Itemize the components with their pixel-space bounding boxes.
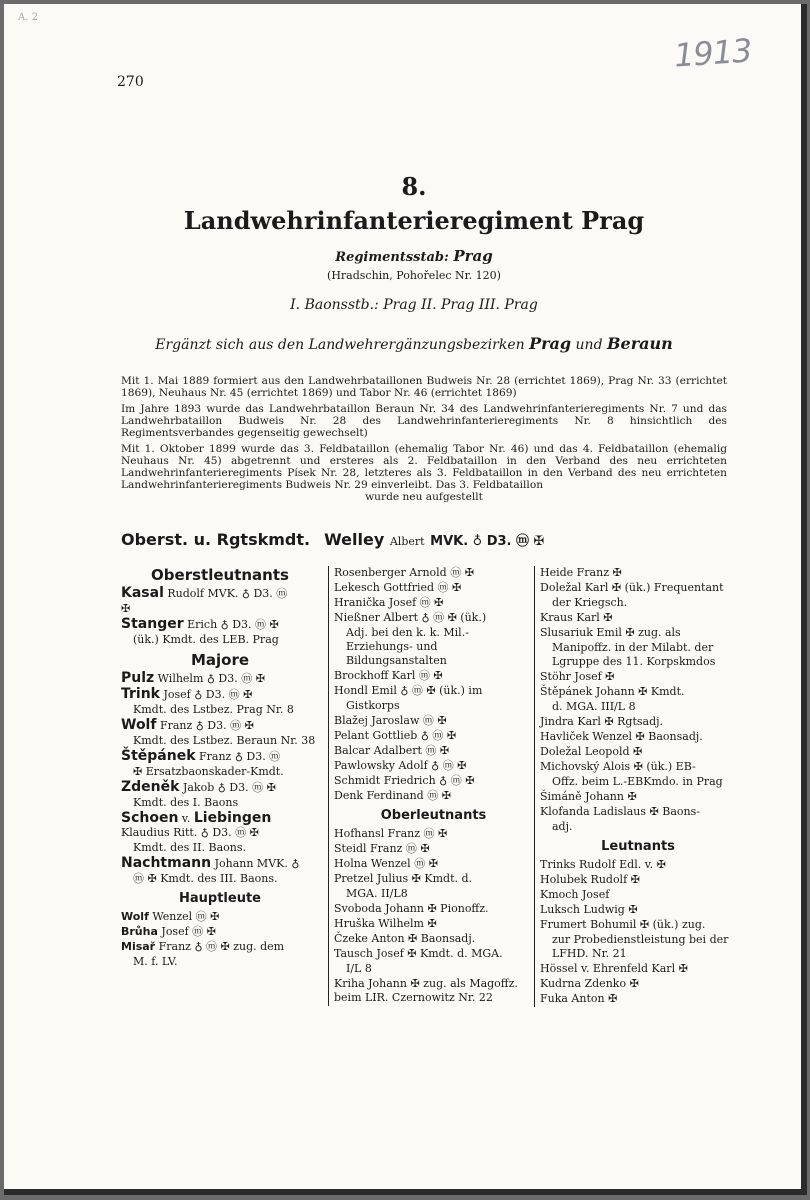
officer-name: Nachtmann (121, 855, 212, 871)
officer-entry (121, 856, 319, 871)
officer-details: Josef ♁ D3. ⓜ ✠ (160, 688, 253, 701)
recruitment-text: Ergänzt sich aus den Landwehrergänzungsbezirken (155, 337, 530, 353)
officer-entry-cont: ✠ Ersatzbaonskader-Kmdt. (133, 765, 284, 778)
officer-entry-cont: I/L 8 (346, 962, 372, 975)
officer-entry: Trinks Rudolf Edl. v. ✠ (540, 858, 666, 871)
officer-entry: Balcar Adalbert ⓜ ✠ (334, 744, 450, 757)
officer-entry: Hruška Wilhelm ✠ (334, 917, 437, 930)
officer-entry: Blažej Jaroslaw ⓜ ✠ (334, 714, 447, 727)
commander-rank: Oberst. u. Rgtskmdt. (121, 530, 311, 549)
officer-entry: Frumert Bohumil ✠ (ük.) zug. (540, 918, 706, 931)
commander-awards: MVK. ♁ D3. ⓜ ✠ (430, 534, 545, 549)
officer-entry (121, 780, 319, 795)
section-majore: Majore (190, 651, 250, 669)
section-leutnants: Leutnants (601, 839, 675, 854)
officer-details: Rudolf MVK. ♁ D3. ⓜ (163, 587, 288, 600)
regiment-number: 8. (401, 172, 427, 201)
officer-entry: Michovský Alois ✠ (ük.) EB- (540, 760, 696, 773)
officer-entry (121, 940, 319, 954)
recruitment-city-2: Beraun (607, 334, 673, 353)
recruitment-city-1: Prag (529, 334, 572, 353)
officer-entry-cont: Kmdt. des II. Baons. (133, 841, 246, 854)
officer-entry: Steidl Franz ⓜ ✠ (334, 842, 430, 855)
officer-entry: Heide Franz ✠ (540, 566, 622, 579)
officer-entry-cont: Kmdt. des I. Baons (133, 796, 239, 809)
officer-details: Josef ⓜ ✠ (157, 925, 216, 938)
officer-entry-cont: adj. (552, 820, 573, 833)
officer-entry: Lekesch Gottfried ⓜ ✠ (334, 581, 462, 594)
officer-name: Trink (121, 686, 160, 702)
officer-name: Kasal (121, 585, 164, 601)
officer-name: Brůha (121, 925, 158, 938)
officer-entry: Štěpánek Johann ✠ Kmdt. (540, 685, 685, 698)
officer-entry: Hondl Emil ♁ ⓜ ✠ (ük.) im (334, 684, 483, 697)
commander-surname: Welley (324, 530, 385, 549)
officer-entry: Nießner Albert ♁ ⓜ ✠ (ük.) (334, 611, 487, 624)
officer-entry-cont: Adj. bei den k. k. Mil.-Erziehungs- und Bildungsanstalten (346, 626, 469, 667)
officer-entry: Pretzel Julius ✠ Kmdt. d. (334, 872, 473, 885)
officer-entry (121, 910, 319, 924)
officer-name: Stanger (121, 616, 184, 632)
officer-entry (121, 617, 319, 632)
officer-details: Wilhelm ♁ D3. ⓜ ✠ (154, 672, 265, 685)
officer-entry: Svoboda Johann ✠ Pionoffz. (334, 902, 489, 915)
staff-city: Prag (453, 247, 493, 265)
officer-entry: Šimáně Johann ✠ (540, 790, 637, 803)
officer-details: Franz ♁ D3. ⓜ ✠ (156, 719, 254, 732)
officer-name: Štěpánek (121, 748, 196, 764)
history-paragraph-end: wurde neu aufgestellt (365, 491, 483, 503)
regiment-commander-line (121, 530, 544, 549)
section-hauptleute: Hauptleute (179, 891, 261, 906)
recruitment-line (114, 334, 714, 353)
officer-details: Franz ♁ D3. ⓜ (195, 750, 281, 763)
officer-entry: Hranička Josef ⓜ ✠ (334, 596, 444, 609)
officer-entry (121, 749, 319, 764)
officer-entry: Fuka Anton ✠ (540, 992, 618, 1005)
handwritten-year-note: 1913 (672, 31, 753, 75)
officer-name: Wolf (121, 717, 157, 733)
officer-entry-cont: M. f. LV. (133, 955, 178, 968)
officer-entry: Kraus Karl ✠ (540, 611, 613, 624)
officer-name: Pulz (121, 670, 155, 686)
officer-entry-cont: Manipoffz. in der Milabt. der Lgruppe des 11. Korpskmdos (552, 641, 716, 668)
officer-entry: Doležal Leopold ✠ (540, 745, 643, 758)
officer-entry: Brockhoff Karl ⓜ ✠ (334, 669, 443, 682)
officer-entry: Holna Wenzel ⓜ ✠ (334, 857, 438, 870)
officer-name: Misař (121, 940, 156, 953)
officer-entry-cont: zur Probedienstleistung bei der LFHD. Nr. 21 (552, 933, 729, 960)
officer-entry: Slusariuk Emil ✠ zug. als (540, 626, 681, 639)
officer-name: Zdeněk (121, 779, 180, 795)
officer-entry: Klofanda Ladislaus ✠ Baons- (540, 805, 700, 818)
section-oberstleutnants: Oberstleutnants (151, 566, 289, 584)
officer-entry-cont: der Kriegsch. (552, 596, 628, 609)
regiment-title: Landwehrinfanterieregiment Prag (183, 206, 645, 235)
officer-name: Wolf (121, 910, 149, 923)
officer-details: Franz ♁ ⓜ ✠ zug. dem (155, 940, 285, 953)
officer-column-2 (328, 566, 533, 1006)
officer-entry: Jindra Karl ✠ Rgtsadj. (540, 715, 664, 728)
section-oberleutnants: Oberleutnants (380, 808, 487, 823)
officer-entry-cont: Kmdt. des Lstbez. Beraun Nr. 38 (133, 734, 316, 747)
officer-entry: Schmidt Friedrich ♁ ⓜ ✠ (334, 774, 475, 787)
officer-entry (121, 925, 319, 939)
officer-details: Klaudius Ritt. ♁ D3. ⓜ ✠ (121, 826, 259, 839)
officer-column-3 (534, 566, 736, 1007)
officer-entry-cont: ✠ (121, 602, 131, 615)
officer-entry: Doležal Karl ✠ (ük.) Frequentant (540, 581, 724, 594)
officer-entry: Kriha Johann ✠ zug. als Magoffz. beim LIR. Czernowitz Nr. 22 (334, 977, 518, 1004)
officer-name: Schoen (121, 810, 179, 826)
officer-entry: Holubek Rudolf ✠ (540, 873, 640, 886)
staff-label: Regimentsstab: (335, 250, 454, 265)
officer-entry: Havliček Wenzel ✠ Baonsadj. (540, 730, 703, 743)
officer-entry-cont: Gistkorps (346, 699, 400, 712)
corner-mark: A. 2 (18, 12, 38, 23)
officer-entry: Kmoch Josef (540, 888, 610, 901)
officer-entry: Pawlowsky Adolf ♁ ⓜ ✠ (334, 759, 467, 772)
officer-entry (121, 687, 319, 702)
officer-details: Johann MVK. ♁ (211, 857, 300, 870)
regiment-history (121, 375, 727, 507)
officer-entry: Denk Ferdinand ⓜ ✠ (334, 789, 451, 802)
officer-entry-cont: (ük.) Kmdt. des LEB. Prag (133, 633, 279, 646)
officer-details: Wenzel ⓜ ✠ (148, 910, 220, 923)
officer-entry (121, 586, 319, 601)
officer-details: Jakob ♁ D3. ⓜ ✠ (179, 781, 276, 794)
officer-entry: Pelant Gottlieb ♁ ⓜ ✠ (334, 729, 457, 742)
scanned-page (4, 4, 807, 1195)
commander-given-name: Albert (389, 535, 425, 548)
officer-entry-cont: Offz. beim L.-EBKmdo. in Prag (552, 775, 723, 788)
regiment-staff-line (114, 247, 714, 265)
officer-entry: Čzeke Anton ✠ Baonsadj. (334, 932, 476, 945)
history-paragraph: Mit 1. Mai 1889 formiert aus den Landwehrbataillonen Budweis Nr. 28 (errichtet 1869), Prag Nr. 33 (errichtet 1869), Neuhaus Nr. 45 (errichtet 1869) und Tabor Nr. 46 (errichtet 1869) (121, 375, 727, 399)
recruitment-and: und (571, 337, 607, 353)
officer-entry-cont: d. MGA. III/L 8 (552, 700, 636, 713)
officer-name: Liebingen (193, 810, 272, 826)
officer-entry (121, 811, 319, 840)
officer-entry (121, 671, 319, 686)
officer-entry: Hofhansl Franz ⓜ ✠ (334, 827, 448, 840)
officer-entry: Stöhr Josef ✠ (540, 670, 615, 683)
officer-entry: Hössel v. Ehrenfeld Karl ✠ (540, 962, 688, 975)
officer-entry (121, 718, 319, 733)
history-paragraph: Im Jahre 1893 wurde das Landwehrbataillon Beraun Nr. 34 des Landwehrinfanterieregiments Nr. 7 und das Landwehrbataillon Budweis Nr. 28 des Landwehrinfanterieregiments Nr. 8 hinsichtlich des Regimentsverbandes gegenseitig gewechselt) (121, 403, 727, 439)
officer-column-1 (121, 566, 319, 970)
staff-address: (Hradschin, Pohořelec Nr. 120) (327, 269, 501, 282)
officer-entry-cont: Kmdt. des Lstbez. Prag Nr. 8 (133, 703, 294, 716)
officer-entry: Kudrna Zdenko ✠ (540, 977, 639, 990)
battalion-staffs: I. Baonsstb.: Prag II. Prag III. Prag (290, 297, 538, 313)
officer-entry: Rosenberger Arnold ⓜ ✠ (334, 566, 474, 579)
page-number: 270 (117, 74, 144, 90)
history-paragraph: Mit 1. Oktober 1899 wurde das 3. Feldbataillon (ehemalig Tabor Nr. 46) und das 4. Feldbataillon (ehemalig Neuhaus Nr. 45) abgetrennt und ersteres als 2. Feldbataillon in den Verband des neu errichteten Landwehrinfanterieregiments Písek Nr. 28, letzteres als 3. Feldbataillon in den Verband des neu errichteten Landwehrinfanterieregiments Budweis Nr. 29 einverleibt. Das 3. Feldbataillon (121, 443, 727, 491)
officer-entry: Luksch Ludwig ✠ (540, 903, 638, 916)
officer-name-particle: v. (178, 812, 194, 825)
officer-details: Erich ♁ D3. ⓜ ✠ (183, 618, 279, 631)
officer-entry-cont: MGA. II/L8 (346, 887, 408, 900)
officer-entry-cont: ⓜ ✠ Kmdt. des III. Baons. (133, 872, 278, 885)
officer-entry: Tausch Josef ✠ Kmdt. d. MGA. (334, 947, 503, 960)
